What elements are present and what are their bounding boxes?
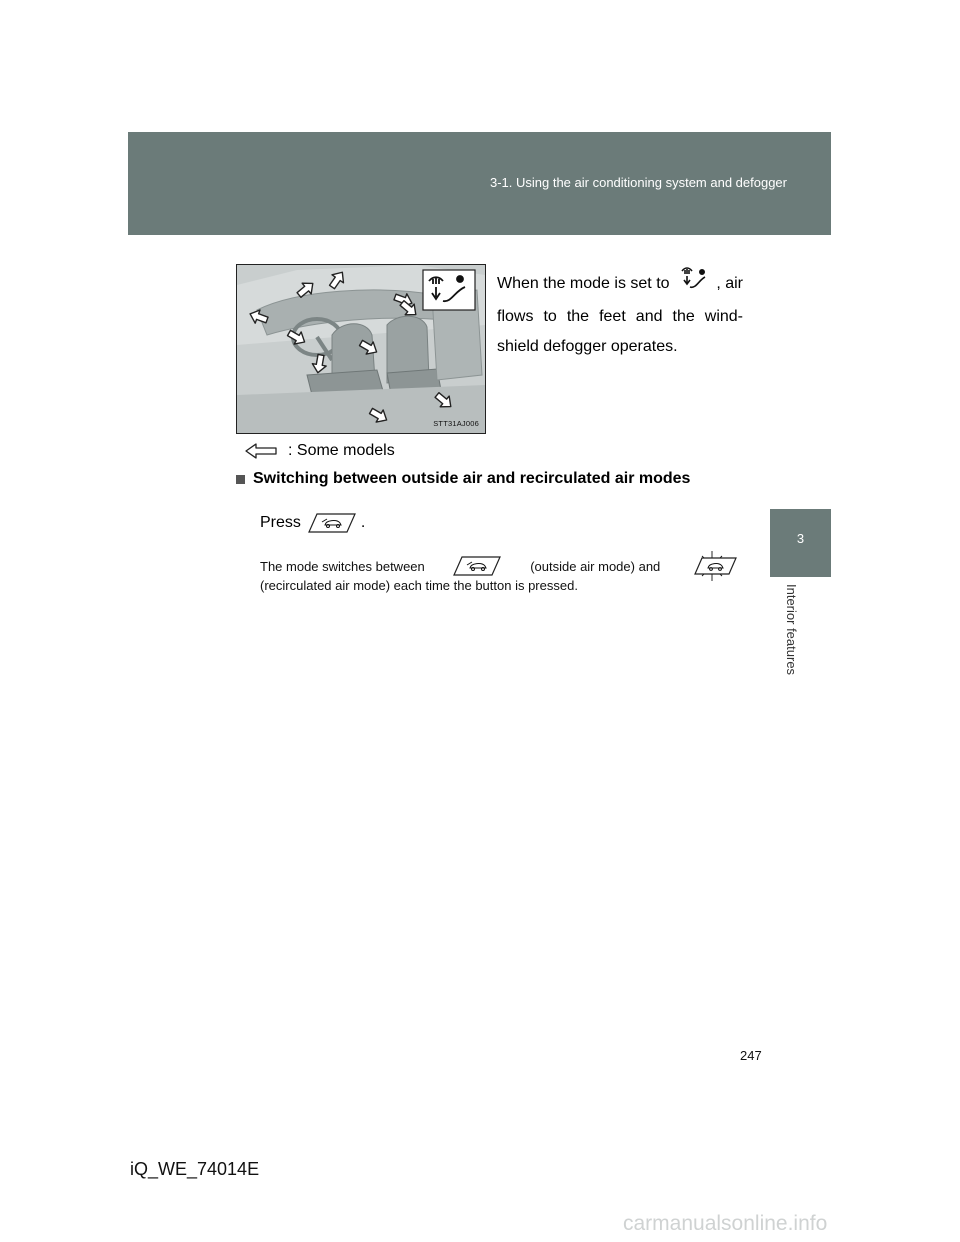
legend-text: : Some models	[288, 442, 395, 459]
legend	[244, 438, 395, 464]
page-number: 247	[740, 1048, 762, 1063]
description-line-1-suffix: , air	[716, 274, 743, 292]
mode-description	[497, 265, 743, 362]
description-line-1	[497, 265, 743, 302]
feet-defrost-mode-icon	[678, 265, 708, 302]
section-heading-text: Switching between outside air and recirculated air modes	[253, 470, 691, 487]
press-suffix: .	[360, 514, 366, 531]
document-code: iQ_WE_74014E	[130, 1159, 260, 1179]
section-title: 3-1. Using the air conditioning system and defogger	[489, 175, 787, 190]
square-bullet-icon	[236, 475, 245, 484]
note-part-2: (outside air mode) and	[530, 558, 661, 574]
header-band	[128, 132, 831, 235]
chapter-label: Interior features	[784, 584, 799, 676]
description-line-1-prefix: When the mode is set to	[497, 274, 670, 292]
chapter-number: 3	[796, 531, 805, 546]
outside-air-button-icon	[307, 512, 357, 534]
outline-arrow-icon	[244, 442, 280, 460]
section-heading	[236, 470, 690, 488]
press-prefix: Press	[260, 514, 301, 531]
car-interior-drawing	[237, 265, 485, 433]
watermark: carmanualsonline.info	[623, 1212, 828, 1235]
illustration-code: STT31AJ006	[433, 419, 479, 428]
note-part-1: The mode switches between	[260, 558, 425, 574]
description-line-2: flows to the feet and the wind-	[497, 308, 743, 325]
recirculated-air-mode-icon	[688, 551, 738, 581]
note-line-1	[260, 551, 738, 581]
description-line-3: shield defogger operates.	[497, 338, 678, 355]
chapter-tab	[770, 509, 831, 577]
outside-air-mode-icon	[452, 555, 502, 577]
note-line-2: (recirculated air mode) each time the button is pressed.	[260, 578, 578, 593]
car-interior-airflow-illustration	[236, 264, 486, 434]
press-instruction	[260, 512, 365, 534]
